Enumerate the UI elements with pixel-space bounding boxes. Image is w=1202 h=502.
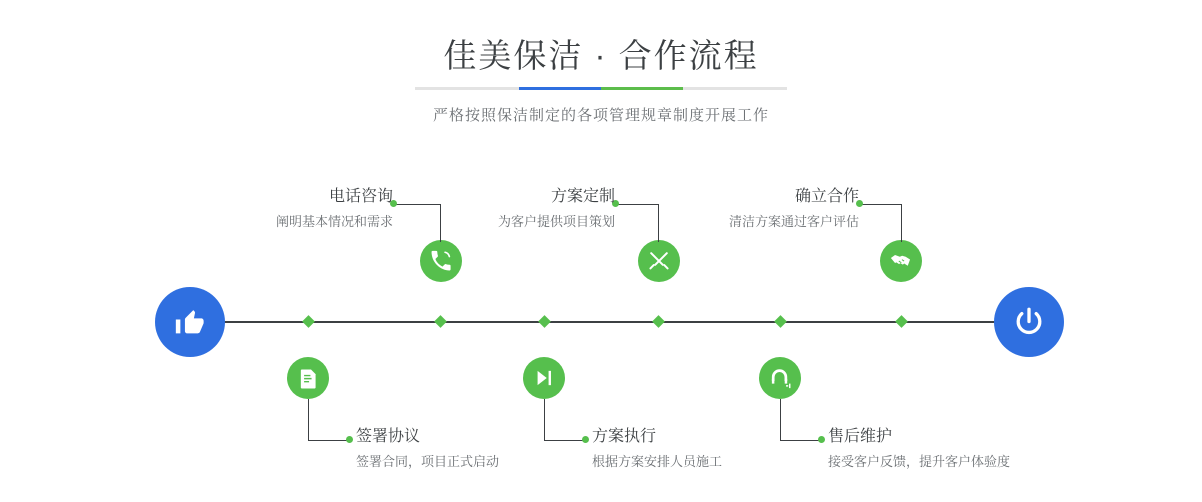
phone-ring-icon [429,249,453,273]
step-desc-5: 清洁方案通过客户评估 [728,214,859,229]
step-title-3: 方案定制 [550,188,615,205]
power-icon [1011,304,1047,340]
step-desc-6: 接受客户反馈，提升客户体验度 [828,454,1011,469]
axis-marker-2 [302,315,315,328]
step-node-1[interactable] [420,240,462,282]
step-label-4 [592,426,722,472]
step-node-4[interactable] [523,357,565,399]
timeline-end-marker [994,287,1064,357]
step-label-1 [183,186,393,232]
step-connector-6-horizontal [780,440,822,441]
step-node-3[interactable] [638,240,680,282]
tools-icon [647,249,671,273]
step-connector-dot-2 [346,436,353,443]
step-desc-3: 为客户提供项目策划 [497,214,615,229]
step-connector-6-vertical [780,399,781,440]
step-connector-5-horizontal [859,204,902,205]
step-node-5[interactable] [880,240,922,282]
play-forward-icon [533,367,555,389]
handshake-icon [889,249,914,274]
document-edit-icon [297,367,320,390]
step-title-6: 售后维护 [828,428,893,445]
axis-marker-5 [895,315,908,328]
step-desc-2: 签署合同，项目正式启动 [356,454,500,469]
axis-marker-3 [652,315,665,328]
thumbs-up-icon [173,305,207,339]
step-node-6[interactable] [759,357,801,399]
step-title-1: 电话咨询 [328,188,393,205]
step-connector-5-vertical [901,204,902,242]
step-node-2[interactable] [287,357,329,399]
timeline-start-marker [155,287,225,357]
step-connector-dot-4 [582,436,589,443]
step-connector-4-horizontal [544,440,586,441]
axis-marker-1 [434,315,447,328]
step-desc-1: 阐明基本情况和需求 [275,214,393,229]
step-label-2 [356,426,499,472]
step-title-5: 确立合作 [794,188,859,205]
axis-marker-4 [538,315,551,328]
step-title-4: 方案执行 [592,428,657,445]
axis-marker-6 [774,315,787,328]
page-title: 佳美保洁 · 合作流程 [443,37,759,74]
step-connector-2-horizontal [308,440,350,441]
step-title-2: 签署协议 [356,428,421,445]
step-connector-4-vertical [544,399,545,440]
step-connector-dot-6 [818,436,825,443]
step-label-6 [828,426,1010,472]
page-subtitle: 严格按照保洁制定的各项管理规章制度开展工作 [432,107,769,124]
step-label-3 [405,186,615,232]
headset-support-icon [769,367,792,390]
step-connector-2-vertical [308,399,309,440]
step-label-5 [649,186,859,232]
step-desc-4: 根据方案安排人员施工 [592,454,723,469]
